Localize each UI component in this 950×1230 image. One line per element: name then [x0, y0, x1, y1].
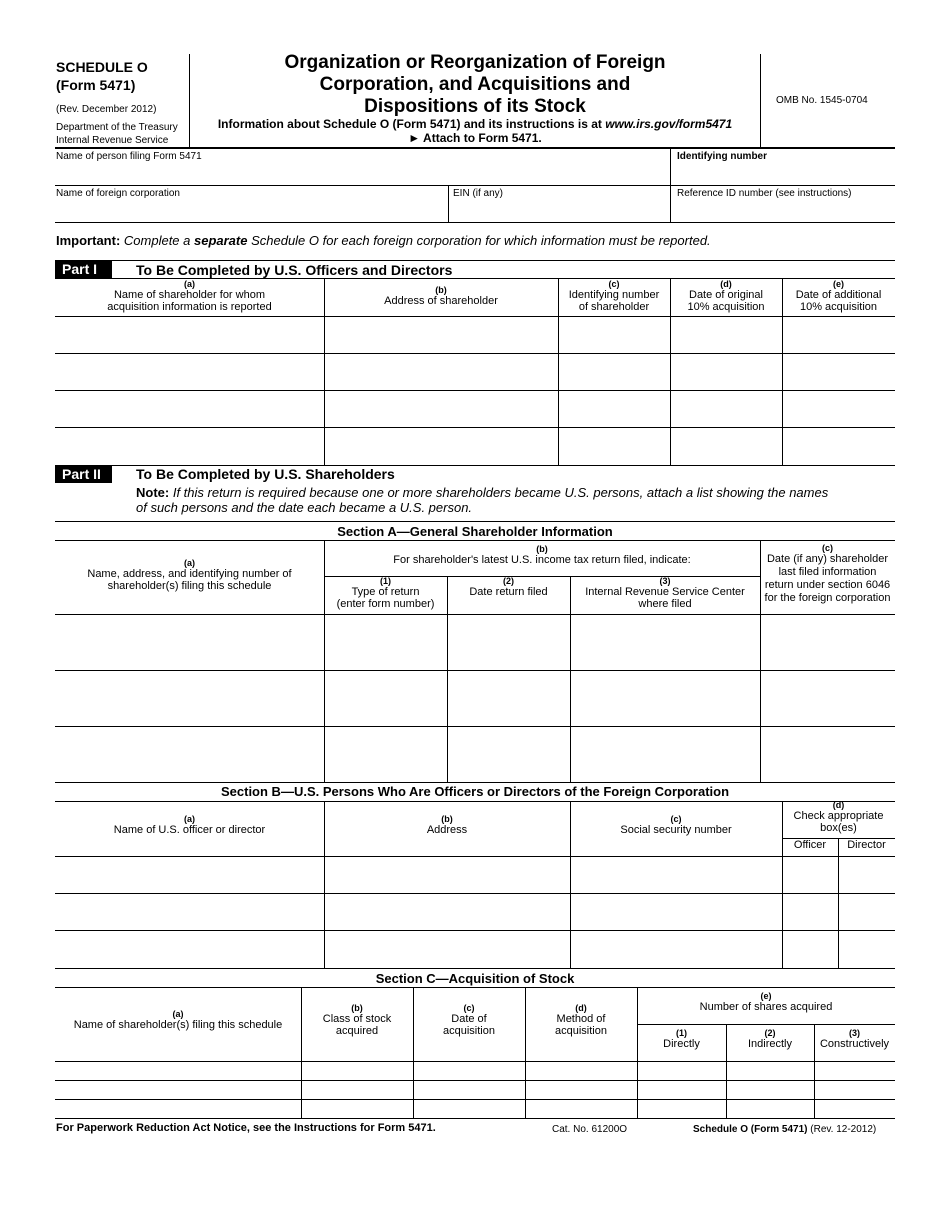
reference-id-field[interactable] — [677, 201, 892, 221]
agency: Internal Revenue Service — [56, 135, 169, 146]
section-c-title: Section C—Acquisition of Stock — [375, 971, 575, 986]
rule — [55, 540, 895, 541]
part1-col-c-header — [558, 280, 670, 313]
col-letter: (d) — [575, 1003, 587, 1013]
col-label: Name of shareholder for whom — [113, 289, 265, 301]
table-row — [55, 893, 895, 894]
rule — [55, 801, 895, 802]
info-line — [190, 117, 760, 131]
col-label: Constructively — [819, 1038, 890, 1050]
rule — [55, 987, 895, 988]
ein-label: EIN (if any) — [453, 188, 504, 199]
section-b-title: Section B—U.S. Persons Who Are Officers or Directors of the Foreign Corporation — [220, 784, 730, 799]
rule — [55, 222, 895, 223]
part2-title: To Be Completed by U.S. Shareholders — [136, 466, 395, 482]
director-label: Director — [847, 839, 886, 851]
rule — [637, 1024, 895, 1025]
title-line-1: Organization or Reorganization of Foreign — [284, 52, 666, 73]
schedule-label: SCHEDULE O — [56, 59, 148, 75]
field-divider — [670, 148, 671, 222]
rule — [55, 1061, 895, 1062]
col-divider — [838, 838, 839, 968]
col-label: Method of — [556, 1013, 606, 1025]
rule — [55, 260, 895, 261]
table-row — [55, 782, 895, 783]
table-row — [55, 390, 895, 391]
part1-title: To Be Completed by U.S. Officers and Directors — [136, 262, 453, 278]
field-divider — [448, 185, 449, 222]
col-label: Date of original — [689, 289, 763, 301]
important-text: Complete a — [120, 233, 194, 248]
table-row — [55, 930, 895, 931]
section-a-col-c-header — [760, 544, 895, 605]
col-letter: (b) — [435, 285, 447, 295]
note-label: Note: — [136, 485, 170, 500]
section-a-col-a-header — [55, 559, 324, 592]
part1-tag: Part I — [55, 261, 112, 278]
col-label: of shareholder — [578, 301, 650, 313]
col-letter: (c) — [670, 814, 682, 824]
section-b-col-c-header — [570, 815, 782, 836]
table-row — [55, 968, 895, 969]
col-letter: (b) — [441, 814, 453, 824]
table-row — [55, 353, 895, 354]
col-letter: (1) — [380, 576, 391, 586]
col-label: Type of return — [351, 586, 420, 598]
col-letter: (d) — [832, 800, 845, 810]
col-letter: (2) — [764, 1028, 776, 1038]
col-label: 10% acquisition — [687, 301, 765, 313]
col-label: box(es) — [820, 822, 857, 834]
important-emphasis: separate — [193, 233, 248, 248]
col-label: acquired — [335, 1025, 379, 1037]
name-filer-field[interactable] — [56, 164, 666, 184]
rule — [55, 521, 895, 522]
col-label: Social security number — [620, 824, 732, 836]
header-divider-right — [760, 54, 761, 147]
col-letter: (c) — [608, 279, 620, 289]
section-a-col-b3-header — [570, 577, 760, 610]
col-label: acquisition information is reported — [107, 301, 272, 313]
col-label: Class of stock — [322, 1013, 392, 1025]
part1-col-e-header — [782, 280, 895, 313]
col-label: acquisition — [443, 1025, 495, 1037]
col-letter: (e) — [760, 991, 772, 1001]
footer-rev: (Rev. 12-2012) — [810, 1124, 877, 1135]
important-notice — [56, 233, 711, 248]
part1-col-a-header — [55, 280, 324, 313]
section-b-col-d-header — [782, 801, 895, 834]
title-line-2: Corporation, and Acquisitions and — [319, 74, 631, 95]
note-text: If this return is required because one or more shareholders became U.S. persons, attach a list showing the names — [169, 485, 829, 500]
section-b-col-b-header — [324, 815, 570, 836]
col-label: Name, address, and identifying number of — [87, 568, 292, 580]
col-letter: (e) — [833, 279, 844, 289]
part1-col-b-header — [324, 286, 558, 307]
identifying-number-label: Identifying number — [677, 151, 767, 162]
name-filer-label: Name of person filing Form 5471 — [56, 151, 202, 162]
table-row — [55, 726, 895, 727]
omb-number: OMB No. 1545-0704 — [776, 95, 868, 106]
col-label: (enter form number) — [336, 598, 435, 610]
table-row — [55, 1099, 895, 1100]
foreign-corp-field[interactable] — [56, 201, 444, 221]
attach-instruction: ► Attach to Form 5471. — [408, 131, 542, 145]
department: Department of the Treasury — [56, 122, 178, 133]
info-prefix: Information about Schedule O (Form 5471) and its instructions is at — [217, 117, 606, 131]
col-label: Check appropriate — [793, 810, 884, 822]
section-a-title: Section A—General Shareholder Information — [337, 524, 613, 539]
col-label: Internal Revenue Service Center — [585, 586, 745, 598]
col-letter: (a) — [184, 814, 195, 824]
col-letter: (c) — [463, 1003, 475, 1013]
table-row — [55, 1080, 895, 1081]
col-letter: (b) — [351, 1003, 363, 1013]
paperwork-notice: For Paperwork Reduction Act Notice, see the Instructions for Form 5471. — [56, 1122, 436, 1134]
part1-col-d-header — [670, 280, 782, 313]
section-c-col-e2-header — [726, 1029, 814, 1050]
col-letter: (1) — [676, 1028, 687, 1038]
col-letter: (3) — [849, 1028, 860, 1038]
col-label: Date of — [451, 1013, 487, 1025]
col-label: Name of shareholder(s) filing this schedule — [73, 1019, 283, 1031]
col-letter: (2) — [503, 576, 514, 586]
section-b-col-a-header — [55, 815, 324, 836]
table-row — [55, 670, 895, 671]
section-c-col-d-header — [525, 1004, 637, 1037]
title-line-3: Dispositions of its Stock — [364, 96, 586, 117]
section-c-col-e-header — [637, 992, 895, 1013]
ein-field[interactable] — [453, 201, 667, 221]
col-label: last filed information — [778, 566, 877, 578]
section-c-col-e3-header — [814, 1029, 895, 1050]
section-a-col-b-header — [324, 545, 760, 566]
section-a-col-b2-header — [447, 577, 570, 598]
col-label: Address — [426, 824, 468, 836]
rule — [55, 278, 895, 279]
col-label: Address of shareholder — [384, 295, 498, 307]
section-c-col-b-header — [301, 1004, 413, 1037]
col-letter: (a) — [184, 279, 195, 289]
col-label: for the foreign corporation — [764, 592, 891, 604]
important-text: Schedule O for each foreign corporation for which information must be reported. — [247, 233, 711, 248]
col-label: return under section 6046 — [764, 579, 891, 591]
section-c-col-e1-header — [637, 1029, 726, 1050]
col-label: 10% acquisition — [799, 301, 878, 313]
col-label: Date return filed — [469, 586, 548, 598]
col-label: Indirectly — [747, 1038, 793, 1050]
col-label: For shareholder's latest U.S. income tax return filed, indicate: — [393, 554, 691, 566]
col-letter: (a) — [172, 1009, 184, 1019]
col-letter: (b) — [536, 544, 548, 554]
table-row — [55, 1118, 895, 1119]
col-label: Identifying number — [568, 289, 660, 301]
rule — [55, 614, 895, 615]
officer-label: Officer — [793, 839, 827, 851]
col-letter: (a) — [184, 558, 195, 568]
col-label: Number of shares acquired — [699, 1001, 833, 1013]
footer-form-name: Schedule O (Form 5471) — [693, 1124, 808, 1135]
col-label: Date of additional — [795, 289, 882, 301]
col-divider — [447, 576, 448, 782]
reference-id-label: Reference ID number (see instructions) — [677, 188, 852, 199]
rule — [55, 316, 895, 317]
footer-form-ref — [693, 1124, 876, 1135]
part2-tag: Part II — [55, 466, 112, 483]
catalog-number: Cat. No. 61200O — [552, 1124, 628, 1135]
col-label: where filed — [638, 598, 692, 610]
table-row — [55, 427, 895, 428]
col-letter: (d) — [720, 279, 732, 289]
col-letter: (3) — [659, 576, 671, 586]
rule — [55, 147, 895, 149]
identifying-number-field[interactable] — [677, 164, 892, 184]
note-text: of such persons and the date each became a U.S. person. — [136, 500, 473, 515]
col-label: Date (if any) shareholder — [766, 553, 889, 565]
rule — [55, 185, 895, 186]
col-label: shareholder(s) filing this schedule — [107, 580, 272, 592]
revision-date: (Rev. December 2012) — [56, 104, 157, 115]
section-c-col-c-header — [413, 1004, 525, 1037]
foreign-corp-label: Name of foreign corporation — [56, 188, 180, 199]
important-label: Important: — [56, 233, 121, 248]
section-c-col-a-header — [55, 1010, 301, 1031]
col-letter: (c) — [822, 543, 833, 553]
form-title — [190, 52, 760, 118]
col-label: Name of U.S. officer or director — [113, 824, 266, 836]
info-url-link[interactable]: www.irs.gov/form5471 — [605, 117, 733, 131]
col-label: acquisition — [555, 1025, 607, 1037]
form-number: (Form 5471) — [56, 77, 136, 93]
rule — [55, 856, 895, 857]
part2-note — [136, 485, 828, 515]
section-a-col-b1-header — [324, 577, 447, 610]
col-label: Directly — [663, 1038, 700, 1050]
